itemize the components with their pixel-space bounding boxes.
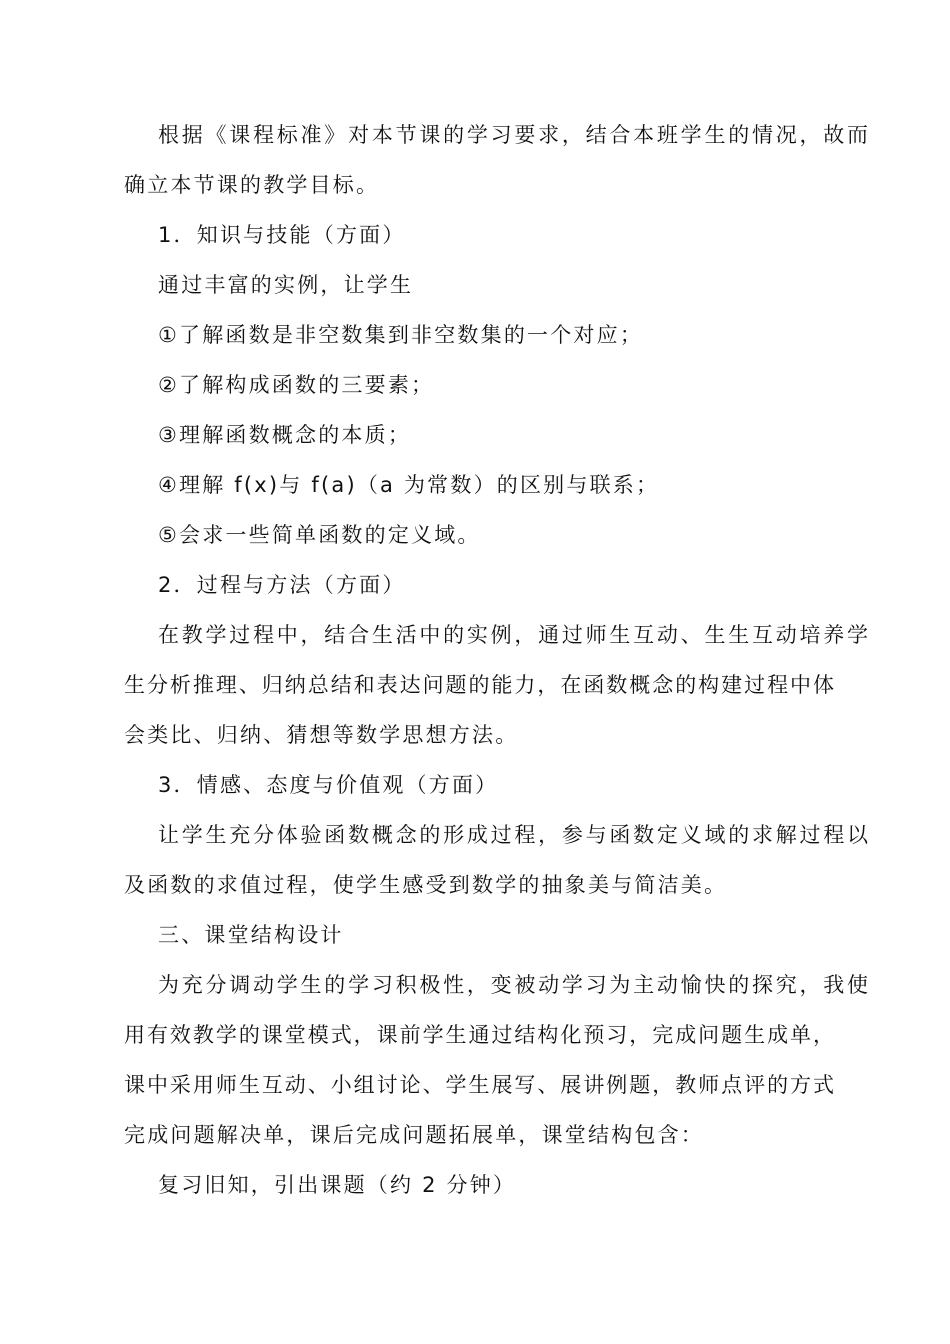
list-item-1: ①了解函数是非空数集到非空数集的一个对应； [158, 323, 644, 347]
heading-process-method: 2．过程与方法（方面） [158, 573, 406, 597]
paragraph-process-line-3: 会类比、归纳、猜想等数学思想方法。 [124, 723, 519, 747]
heading-emotion-values: 3．情感、态度与价值观（方面） [158, 773, 499, 797]
list-item-3: ③理解函数概念的本质； [158, 423, 412, 447]
paragraph-structure-line-2: 用有效教学的课堂模式，课前学生通过结构化预习，完成问题生成单， [124, 1023, 834, 1047]
paragraph-emotion-line-1: 让学生充分体验函数概念的形成过程，参与函数定义域的求解过程以 [158, 823, 868, 847]
paragraph-process-line-1: 在教学过程中，结合生活中的实例，通过师生互动、生生互动培养学 [158, 623, 868, 647]
paragraph-structure-line-3: 课中采用师生互动、小组讨论、学生展写、展讲例题，教师点评的方式 [124, 1073, 834, 1097]
list-item-5: ⑤会求一些简单函数的定义域。 [158, 523, 481, 547]
paragraph-structure-line-1: 为充分调动学生的学习积极性，变被动学习为主动愉快的探究，我使 [158, 973, 868, 997]
heading-knowledge-skills: 1．知识与技能（方面） [158, 223, 406, 247]
paragraph-review: 复习旧知，引出课题（约 2 分钟） [158, 1173, 517, 1197]
paragraph-process-line-2: 生分析推理、归纳总结和表达问题的能力，在函数概念的构建过程中体 [124, 673, 834, 697]
paragraph-examples: 通过丰富的实例，让学生 [158, 273, 414, 297]
paragraph-structure-line-4: 完成问题解决单，课后完成问题拓展单，课堂结构包含： [124, 1123, 704, 1147]
list-item-2: ②了解构成函数的三要素； [158, 373, 435, 397]
heading-class-structure: 三、课堂结构设计 [158, 923, 344, 947]
list-item-4: ④理解 f(x)与 f(a)（a 为常数）的区别与联系； [158, 473, 660, 497]
paragraph-intro-line-1: 根据《课程标准》对本节课的学习要求，结合本班学生的情况，故而 [158, 123, 868, 147]
paragraph-intro-line-2: 确立本节课的教学目标。 [124, 173, 380, 197]
paragraph-emotion-line-2: 及函数的求值过程，使学生感受到数学的抽象美与简洁美。 [124, 873, 728, 897]
